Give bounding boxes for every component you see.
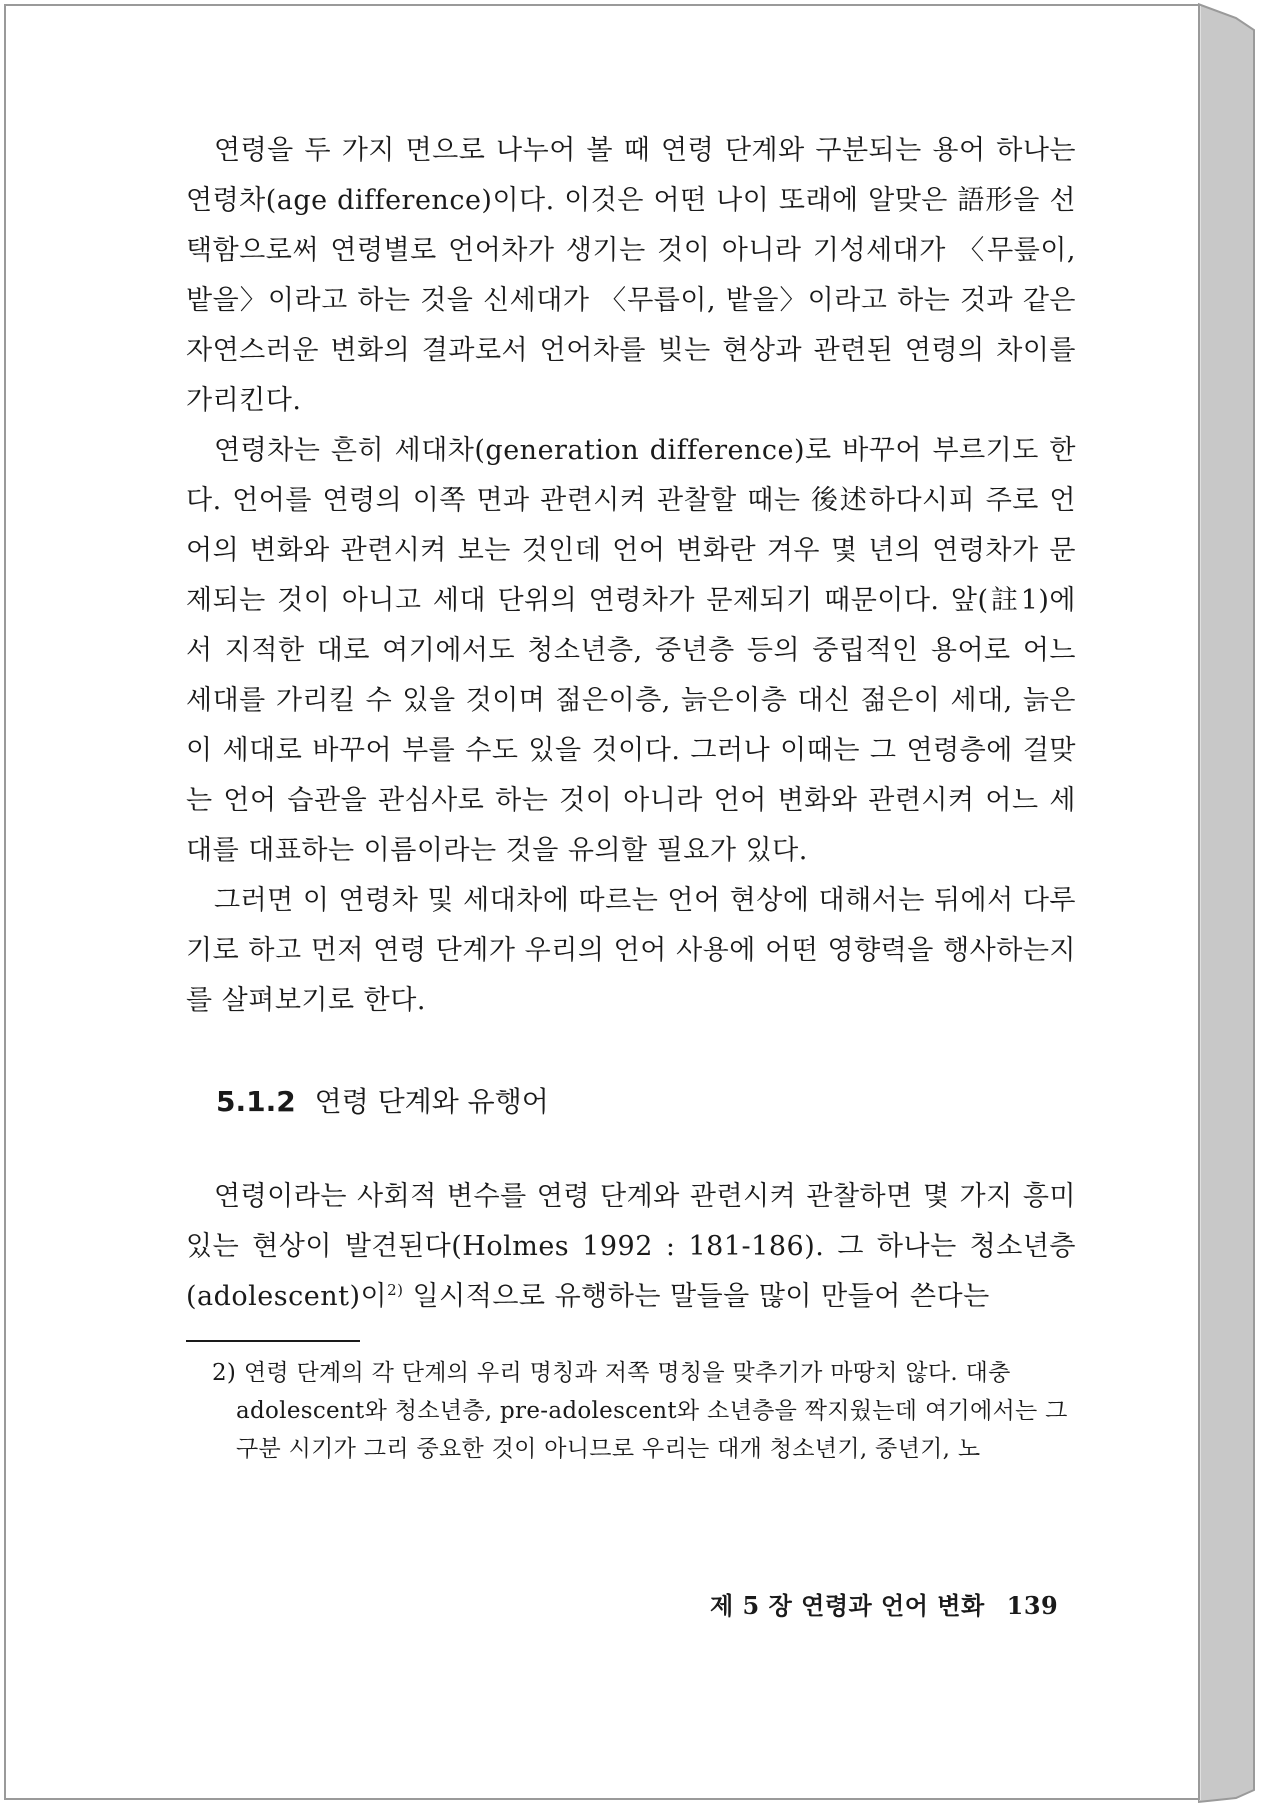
footnote-marker: 2): [387, 1281, 404, 1299]
footer-chapter: 제 5 장 연령과 언어 변화: [710, 1591, 985, 1620]
running-footer: [710, 1586, 1058, 1621]
paragraph-2: 연령차는 흔히 세대차(generation difference)로 바꾸어 부르기도 한다. 언어를 연령의 이쪽 면과 관련시켜 관찰할 때는 後述하다시피 주로 언어의 변화와 관련시켜 보는 것인데 언어 변화란 겨우 몇 년의 연령차가 문제되는 것이 아니고 세대 단위의 연령차가 문제되기 때문이다. 앞(註1)에서 지적한 대로 여기에서도 청소년층, 중년층 등의 중립적인 용어로 어느 세대를 가리킬 수 있을 것이며 젊은이층, 늙은이층 대신 젊은이 세대, 늙은이 세대로 바꾸어 부를 수도 있을 것이다. 그러나 이때는 그 연령층에 걸맞는 언어 습관을 관심사로 하는 것이 아니라 언어 변화와 관련시켜 어느 세대를 대표하는 이름이라는 것을 유의할 필요가 있다.: [186, 435, 1076, 866]
paragraph-3: 그러면 이 연령차 및 세대차에 따르는 언어 현상에 대해서는 뒤에서 다루기로 하고 먼저 연령 단계가 우리의 언어 사용에 어떤 영향력을 행사하는지를 살펴보기로 한다.: [186, 885, 1076, 1016]
page-content: [186, 126, 1076, 1491]
section-paragraph: [186, 1172, 1076, 1322]
footnote: 2) 연령 단계의 각 단계의 우리 명칭과 저쪽 명칭을 맞추기가 마땅치 않다. 대충 adolescent와 청소년층, pre-adolescent와 소년층을 짝지웠는데 여기에서는 그 구분 시기가 그리 중요한 것이 아니므로 우리는 대개 청소년기, 중년기, 노: [212, 1360, 1068, 1462]
page-number: 139: [1006, 1591, 1059, 1620]
paragraph-1: 연령을 두 가지 면으로 나누어 볼 때 연령 단계와 구분되는 용어 하나는 연령차(age difference)이다. 이것은 어떤 나이 또래에 알맞은 語形을 선택함으로써 연령별로 언어차가 생기는 것이 아니라 기성세대가 〈무릎이, 밭을〉이라고 하는 것을 신세대가 〈무릅이, 밭을〉이라고 하는 것과 같은 자연스러운 변화의 결과로서 언어차를 빚는 현상과 관련된 연령의 차이를 가리킨다.: [186, 135, 1076, 416]
section-heading: [186, 1082, 1076, 1122]
section-paragraph-text-after: 일시적으로 유행하는 말들을 많이 만들어 쓴다는: [403, 1281, 990, 1312]
footnote-rule: [186, 1340, 360, 1342]
section-paragraph-text: 연령이라는 사회적 변수를 연령 단계와 관련시켜 관찰하면 몇 가지 흥미있는 현상이 발견된다(Holmes 1992 : 181-186). 그 하나는 청소년층(adolescent)이: [186, 1181, 1076, 1312]
section-number: 5.1.2: [216, 1085, 296, 1118]
section-title-text: 연령 단계와 유행어: [314, 1085, 549, 1118]
